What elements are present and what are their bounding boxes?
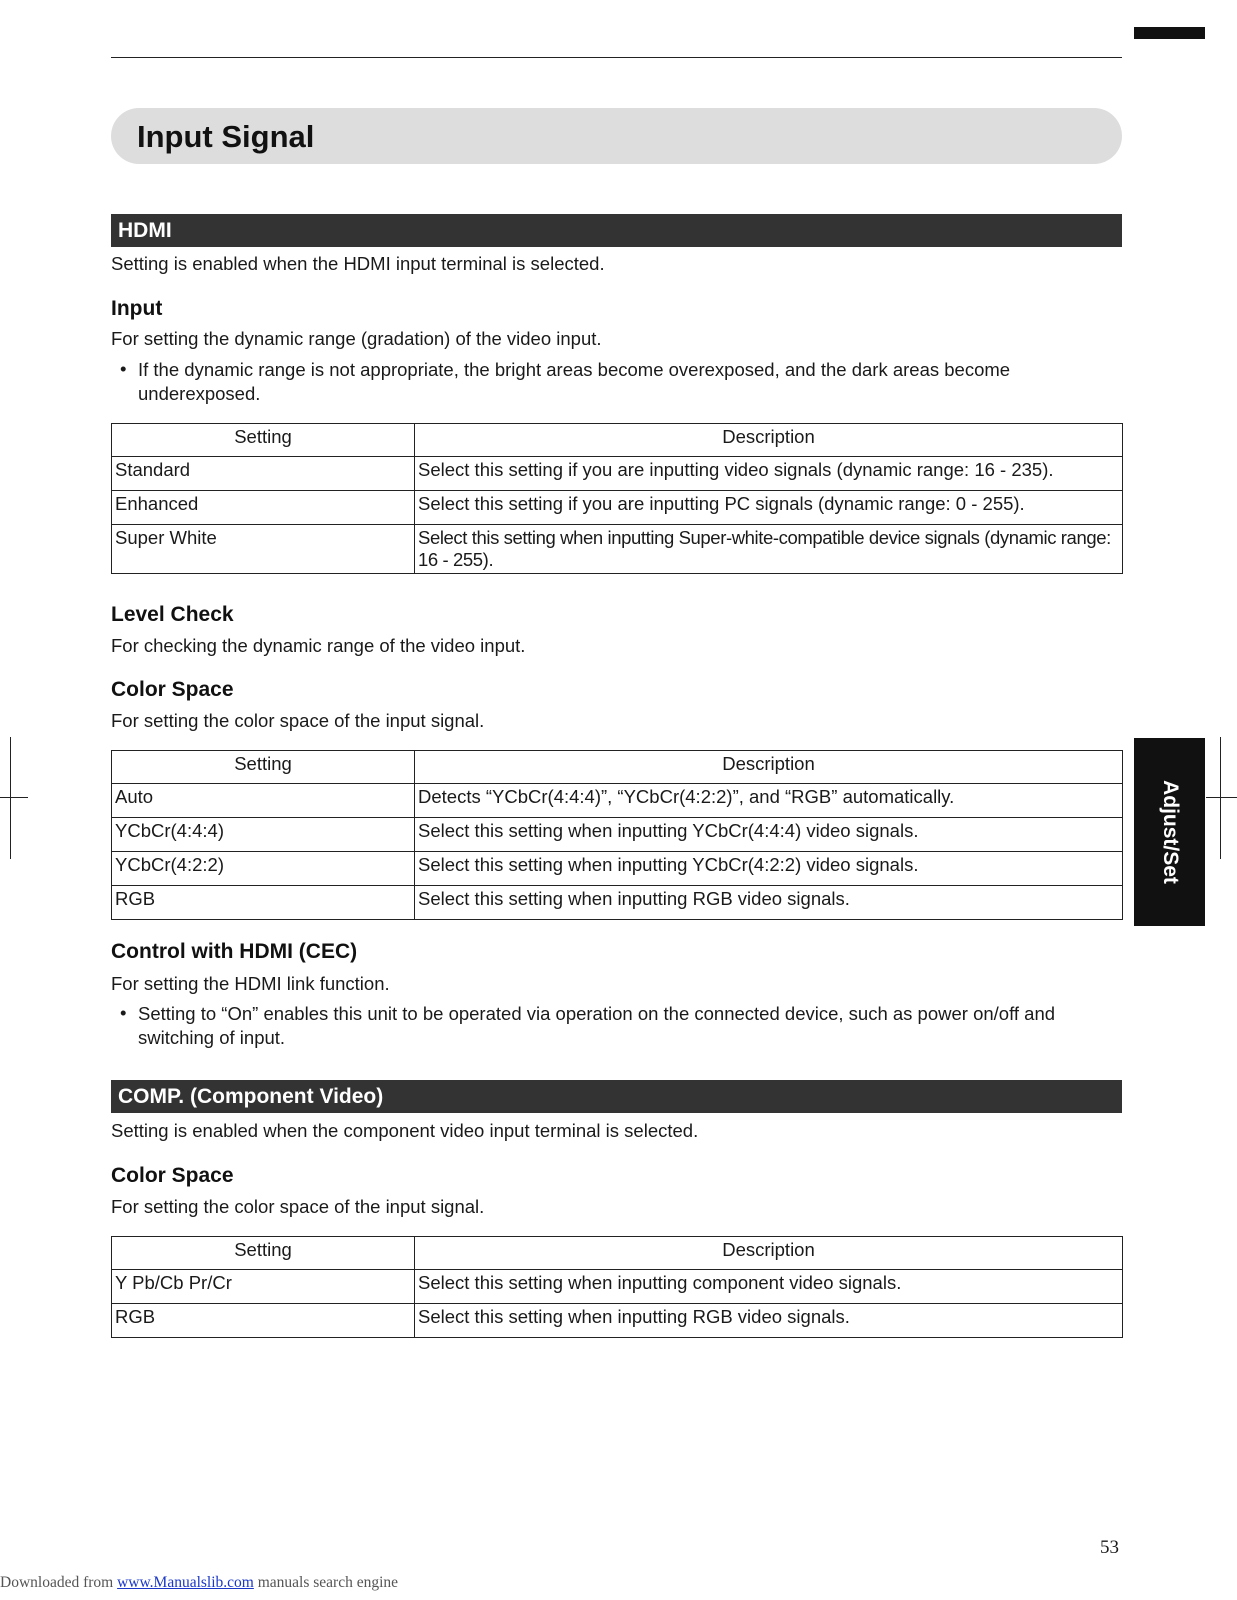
- color-space-heading: Color Space: [111, 678, 234, 701]
- col-setting-header: Setting: [112, 1237, 415, 1270]
- table-row: [112, 1304, 1123, 1338]
- input-desc: For setting the dynamic range (gradation) of the video input.: [111, 328, 602, 349]
- setting-cell: Auto: [112, 784, 415, 818]
- input-settings-table: [111, 423, 1123, 574]
- page-number: 53: [1100, 1537, 1119, 1558]
- setting-cell: RGB: [112, 1304, 415, 1338]
- cec-bullet: Setting to “On” enables this unit to be operated via operation on the connected device, such as power on/off and switching of input.: [138, 1003, 1056, 1048]
- crop-mark-left-horizontal: [0, 797, 28, 798]
- table-row: [112, 457, 1123, 491]
- manualslib-link[interactable]: www.Manualslib.com: [117, 1574, 254, 1591]
- input-heading: Input: [111, 297, 163, 320]
- setting-cell: Super White: [112, 525, 415, 574]
- table-row: [112, 1270, 1123, 1304]
- description-cell: Select this setting if you are inputting video signals (dynamic range: 16 - 235).: [415, 457, 1123, 491]
- table-row: [112, 491, 1123, 525]
- description-cell: Select this setting when inputting YCbCr(4:4:4) video signals.: [415, 818, 1123, 852]
- footer-prefix: Downloaded from: [0, 1574, 114, 1591]
- description-cell: Select this setting when inputting RGB video signals.: [415, 1304, 1123, 1338]
- setting-cell: Enhanced: [112, 491, 415, 525]
- setting-cell: RGB: [112, 886, 415, 920]
- bullet-dot: •: [120, 1002, 127, 1023]
- description-cell: Select this setting when inputting YCbCr(4:2:2) video signals.: [415, 852, 1123, 886]
- color-space-table: [111, 750, 1123, 920]
- setting-cell: Y Pb/Cb Pr/Cr: [112, 1270, 415, 1304]
- comp-color-space-desc: For setting the color space of the input signal.: [111, 1196, 485, 1217]
- description-cell: Select this setting if you are inputting PC signals (dynamic range: 0 - 255).: [415, 491, 1123, 525]
- level-check-desc: For checking the dynamic range of the video input.: [111, 635, 526, 656]
- side-tab-label: Adjust/Set: [1158, 780, 1182, 884]
- title-banner: [111, 108, 1122, 164]
- footer-suffix: manuals search engine: [257, 1574, 399, 1591]
- table-row: [112, 818, 1123, 852]
- description-cell: Detects “YCbCr(4:4:4)”, “YCbCr(4:2:2)”, and “RGB” automatically.: [415, 784, 1123, 818]
- description-cell: Select this setting when inputting component video signals.: [415, 1270, 1123, 1304]
- bullet-dot: •: [120, 358, 127, 379]
- header-rule: [111, 57, 1122, 58]
- cec-heading: Control with HDMI (CEC): [111, 940, 358, 963]
- table-row: [112, 852, 1123, 886]
- table-header-row: [112, 751, 1123, 784]
- setting-cell: YCbCr(4:4:4): [112, 818, 415, 852]
- table-header-row: [112, 424, 1123, 457]
- input-bullet: If the dynamic range is not appropriate, the bright areas become overexposed, and the dark areas become underexposed.: [138, 359, 1011, 404]
- description-cell: Select this setting when inputting Super-white-compatible device signals (dynamic range: 16 - 255).: [415, 525, 1123, 574]
- comp-intro: Setting is enabled when the component video input terminal is selected.: [111, 1120, 699, 1141]
- description-cell: Select this setting when inputting RGB video signals.: [415, 886, 1123, 920]
- col-setting-header: Setting: [112, 424, 415, 457]
- setting-cell: Standard: [112, 457, 415, 491]
- table-header-row: [112, 1237, 1123, 1270]
- crop-mark-right-vertical: [1220, 737, 1221, 859]
- table-row: [112, 525, 1123, 574]
- hdmi-intro: Setting is enabled when the HDMI input terminal is selected.: [111, 253, 605, 274]
- level-check-heading: Level Check: [111, 603, 234, 626]
- page-title: Input Signal: [137, 119, 315, 154]
- col-description-header: Description: [415, 424, 1123, 457]
- section-band-hdmi: HDMI: [111, 214, 1122, 247]
- setting-cell: YCbCr(4:2:2): [112, 852, 415, 886]
- section-band-comp: COMP. (Component Video): [111, 1080, 1122, 1113]
- col-setting-header: Setting: [112, 751, 415, 784]
- table-row: [112, 784, 1123, 818]
- side-tab-adjust-set: [1134, 738, 1205, 926]
- comp-color-space-table: [111, 1236, 1123, 1338]
- crop-mark-right-horizontal: [1206, 797, 1237, 798]
- corner-marker: [1134, 27, 1205, 39]
- table-row: [112, 886, 1123, 920]
- col-description-header: Description: [415, 751, 1123, 784]
- cec-desc: For setting the HDMI link function.: [111, 973, 390, 994]
- comp-color-space-heading: Color Space: [111, 1164, 234, 1187]
- color-space-desc: For setting the color space of the input signal.: [111, 710, 485, 731]
- download-footer: [0, 1574, 398, 1592]
- col-description-header: Description: [415, 1237, 1123, 1270]
- crop-mark-left-vertical: [10, 737, 11, 859]
